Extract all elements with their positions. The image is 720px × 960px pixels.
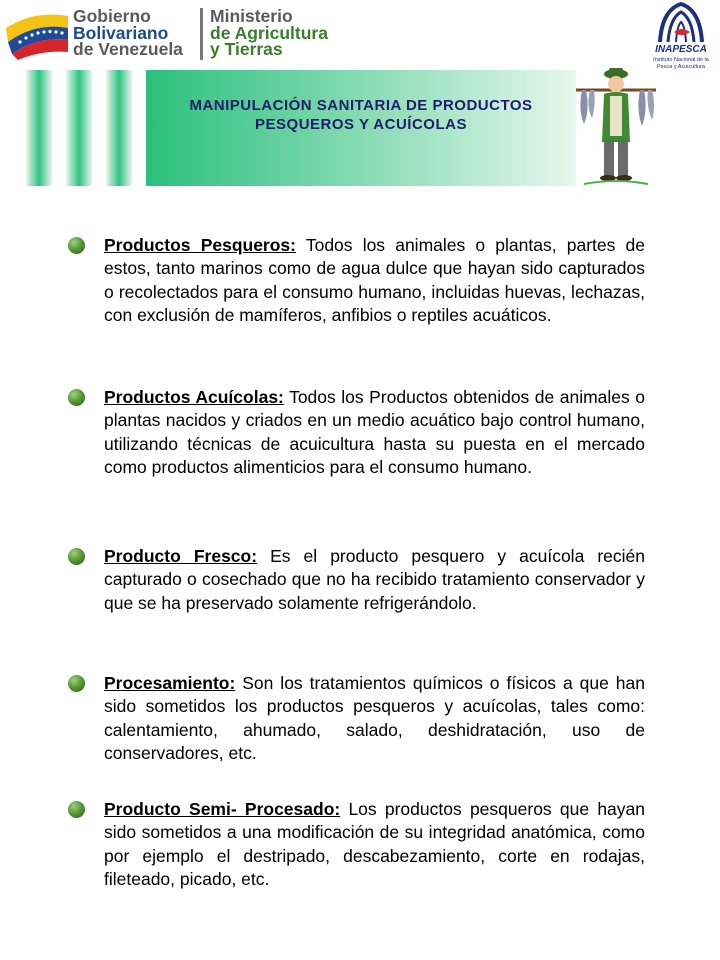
title-line-2: PESQUEROS Y ACUÍCOLAS (255, 116, 467, 133)
ministry-name (210, 8, 328, 58)
bullet-icon (68, 389, 85, 406)
definition-text: Los productos pesqueros que hayan sido sometidos a una modificación de su integridad anatómica, como por ejemplo el destripado, descabezamiento, corte en rodajas, fileteado, picado, etc. (104, 799, 645, 889)
definition-producto-semi-procesado (104, 798, 645, 891)
gov-line-3: de Venezuela (73, 39, 183, 59)
banner-stripe-2 (66, 70, 92, 186)
inapesca-sub-2: Pesca y Acuicultura (657, 64, 705, 70)
definition-term: Producto Semi- Procesado: (104, 799, 341, 819)
government-logo (0, 2, 340, 64)
definition-text: Es el producto pesquero y acuícola recién capturado o cosechado que no ha recibido tratamiento conservador y que se ha preservado solamente refrigerándolo. (104, 546, 646, 613)
definition-term: Productos Acuícolas: (104, 387, 284, 407)
banner-stripe-1 (26, 70, 52, 186)
definition-procesamiento (104, 672, 645, 765)
definition-text: Son los tratamientos químicos o físicos a que han sido sometidos los productos pesqueros y acuícolas, tales como: calentamiento, ahumado, salado, deshidratación, uso de conservadores, etc. (104, 673, 645, 763)
min-line-3: y Tierras (210, 39, 283, 59)
bullet-icon (68, 801, 85, 818)
title-banner (26, 70, 576, 186)
definition-term: Producto Fresco: (104, 546, 258, 566)
min-line-1: Ministerio (210, 6, 293, 26)
title-line-1: MANIPULACIÓN SANITARIA DE PRODUCTOS (189, 97, 533, 114)
government-name (73, 8, 183, 58)
definition-text: Todos los animales o plantas, partes de estos, tanto marinos como de agua dulce que hayan sido capturados o recolectados para el consumo humano, incluidas huevas, lechazas, con exclusión de mamíferos, anfibios o reptiles acuáticos. (104, 235, 645, 325)
definition-productos-acuicolas (104, 386, 645, 479)
definition-term: Procesamiento: (104, 673, 236, 693)
definition-text: Todos los Productos obtenidos de animales o plantas nacidos y criados en un medio acuático bajo control humano, utilizando técnicas de acuicultura hasta su puesta en el mercado como productos alimenticios para el consumo humano. (104, 387, 646, 477)
min-line-2: de Agricultura (210, 22, 328, 43)
page-title (146, 96, 576, 134)
inapesca-arch-icon (646, 2, 716, 44)
bullet-icon (68, 548, 85, 565)
gov-line-2: Bolivariano (73, 22, 169, 43)
definition-producto-fresco (104, 545, 645, 615)
bullet-icon (68, 675, 85, 692)
bullet-icon (68, 237, 85, 254)
venezuela-flag-icon (4, 8, 70, 60)
gov-line-1: Gobierno (73, 6, 151, 26)
fisherman-illustration (574, 66, 658, 190)
definition-term: Productos Pesqueros: (104, 235, 296, 255)
definition-productos-pesqueros (104, 234, 645, 327)
inapesca-sub-1: Instituto Nacional de la (653, 57, 709, 63)
inapesca-name: INAPESCA (655, 44, 707, 55)
logo-divider (200, 8, 203, 60)
banner-stripe-3 (106, 70, 132, 186)
